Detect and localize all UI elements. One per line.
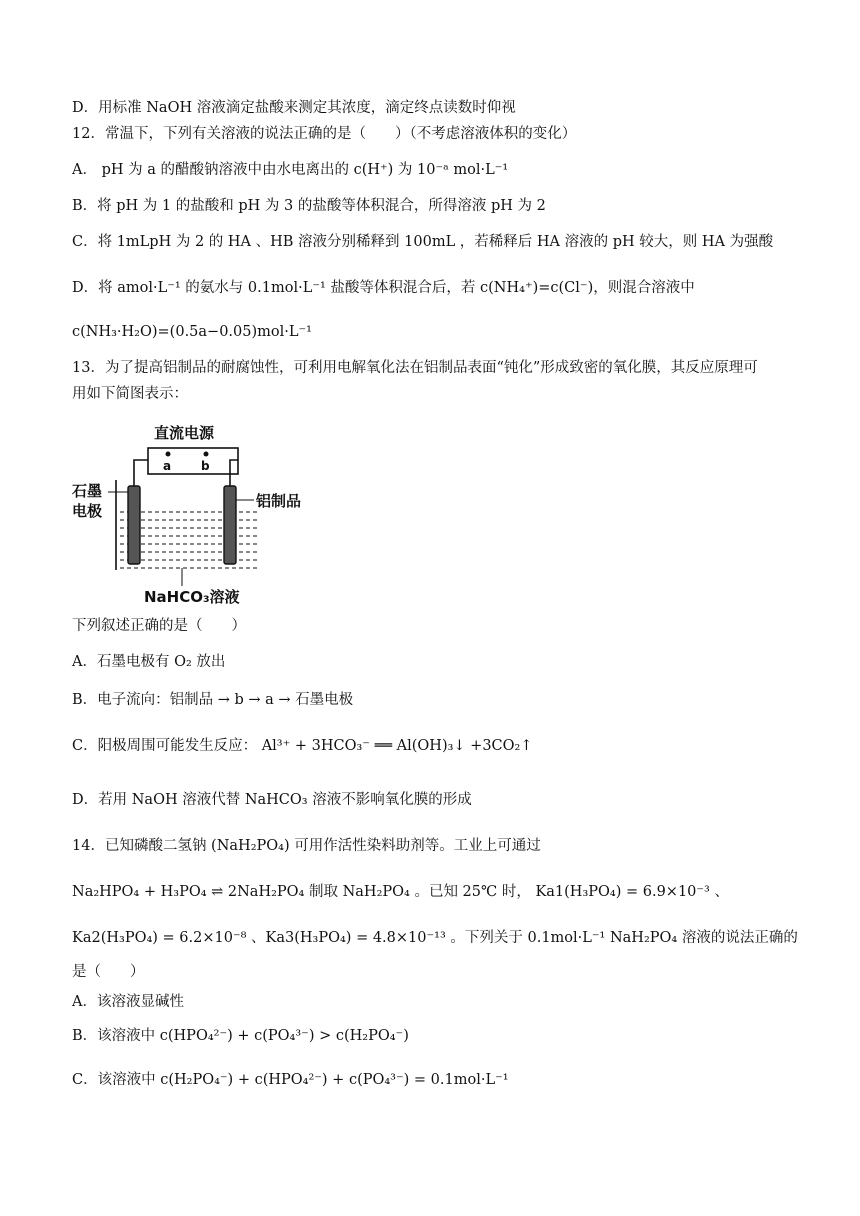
- q12-option-b: B．将 pH 为 1 的盐酸和 pH 为 3 的盐酸等体积混合，所得溶液 pH 为 2: [72, 198, 546, 214]
- q14-stem-line1: 14．已知磷酸二氢钠 (NaH₂PO₄) 可用作活性染料助剂等。工业上可通过: [72, 838, 541, 854]
- graphite-label-2: 电极: [72, 502, 103, 520]
- q13-option-b: B．电子流向：铝制品 → b → a → 石墨电极: [72, 692, 354, 708]
- q13-option-a: A．石墨电极有 O₂ 放出: [72, 654, 226, 670]
- q13-ask: 下列叙述正确的是（ ）: [72, 618, 246, 634]
- q14-option-b: B．该溶液中 c(HPO₄²⁻) + c(PO₄³⁻) > c(H₂PO₄⁻): [72, 1028, 409, 1044]
- q14-option-a: A．该溶液显碱性: [72, 994, 184, 1010]
- aluminum-label: 铝制品: [256, 492, 302, 510]
- graphite-label: 石墨: [72, 482, 103, 500]
- q13-option-c: C．阳极周围可能发生反应： Al³⁺ + 3HCO₃⁻ ══ Al(OH)₃↓ +3CO₂↑: [72, 738, 533, 754]
- q12-option-c: C．将 1mLpH 为 2 的 HA 、HB 溶液分别稀释到 100mL ，若稀释后 HA 溶液的 pH 较大，则 HA 为强酸: [72, 234, 774, 250]
- q11-option-d: D．用标准 NaOH 溶液滴定盐酸来测定其浓度，滴定终点读数时仰视: [72, 100, 516, 116]
- q14-stem-line2: Na₂HPO₄ + H₃PO₄ ⇌ 2NaH₂PO₄ 制取 NaH₂PO₄ 。已知 25℃ 时， Ka1(H₃PO₄) = 6.9×10⁻³ 、: [72, 884, 729, 900]
- solution-label: NaHCO₃溶液: [144, 588, 240, 606]
- terminal-b: b: [201, 459, 210, 473]
- q13-stem-line1: 13．为了提高铝制品的耐腐蚀性，可利用电解氧化法在铝制品表面“钝化”形成致密的氧化膜，其反应原理可: [72, 360, 758, 376]
- power-label: 直流电源: [154, 424, 215, 442]
- q12-option-a: A． pH 为 a 的醋酸钠溶液中由水电离出的 c(H⁺) 为 10⁻ᵃ mol·L⁻¹: [72, 162, 509, 178]
- q14-stem-line4: 是（ ）: [72, 964, 145, 980]
- q13-stem-line2: 用如下简图表示：: [72, 386, 188, 402]
- q12-stem: 12．常温下，下列有关溶液的说法正确的是（ ）（不考虑溶液体积的变化）: [72, 126, 577, 142]
- q13-option-d: D．若用 NaOH 溶液代替 NaHCO₃ 溶液不影响氧化膜的形成: [72, 792, 472, 808]
- electrolysis-diagram: [72, 420, 312, 610]
- q12-option-d-line1: D．将 amol·L⁻¹ 的氨水与 0.1mol·L⁻¹ 盐酸等体积混合后，若 c(NH₄⁺)=c(Cl⁻)，则混合溶液中: [72, 280, 695, 296]
- q14-option-c: C．该溶液中 c(H₂PO₄⁻) + c(HPO₄²⁻) + c(PO₄³⁻) = 0.1mol·L⁻¹: [72, 1072, 509, 1088]
- q12-option-d-line2: c(NH₃·H₂O)=(0.5a−0.05)mol·L⁻¹: [72, 324, 312, 340]
- q14-stem-line3: Ka2(H₃PO₄) = 6.2×10⁻⁸ 、Ka3(H₃PO₄) = 4.8×10⁻¹³ 。下列关于 0.1mol·L⁻¹ NaH₂PO₄ 溶液的说法正确的: [72, 930, 798, 946]
- terminal-a: a: [163, 459, 172, 473]
